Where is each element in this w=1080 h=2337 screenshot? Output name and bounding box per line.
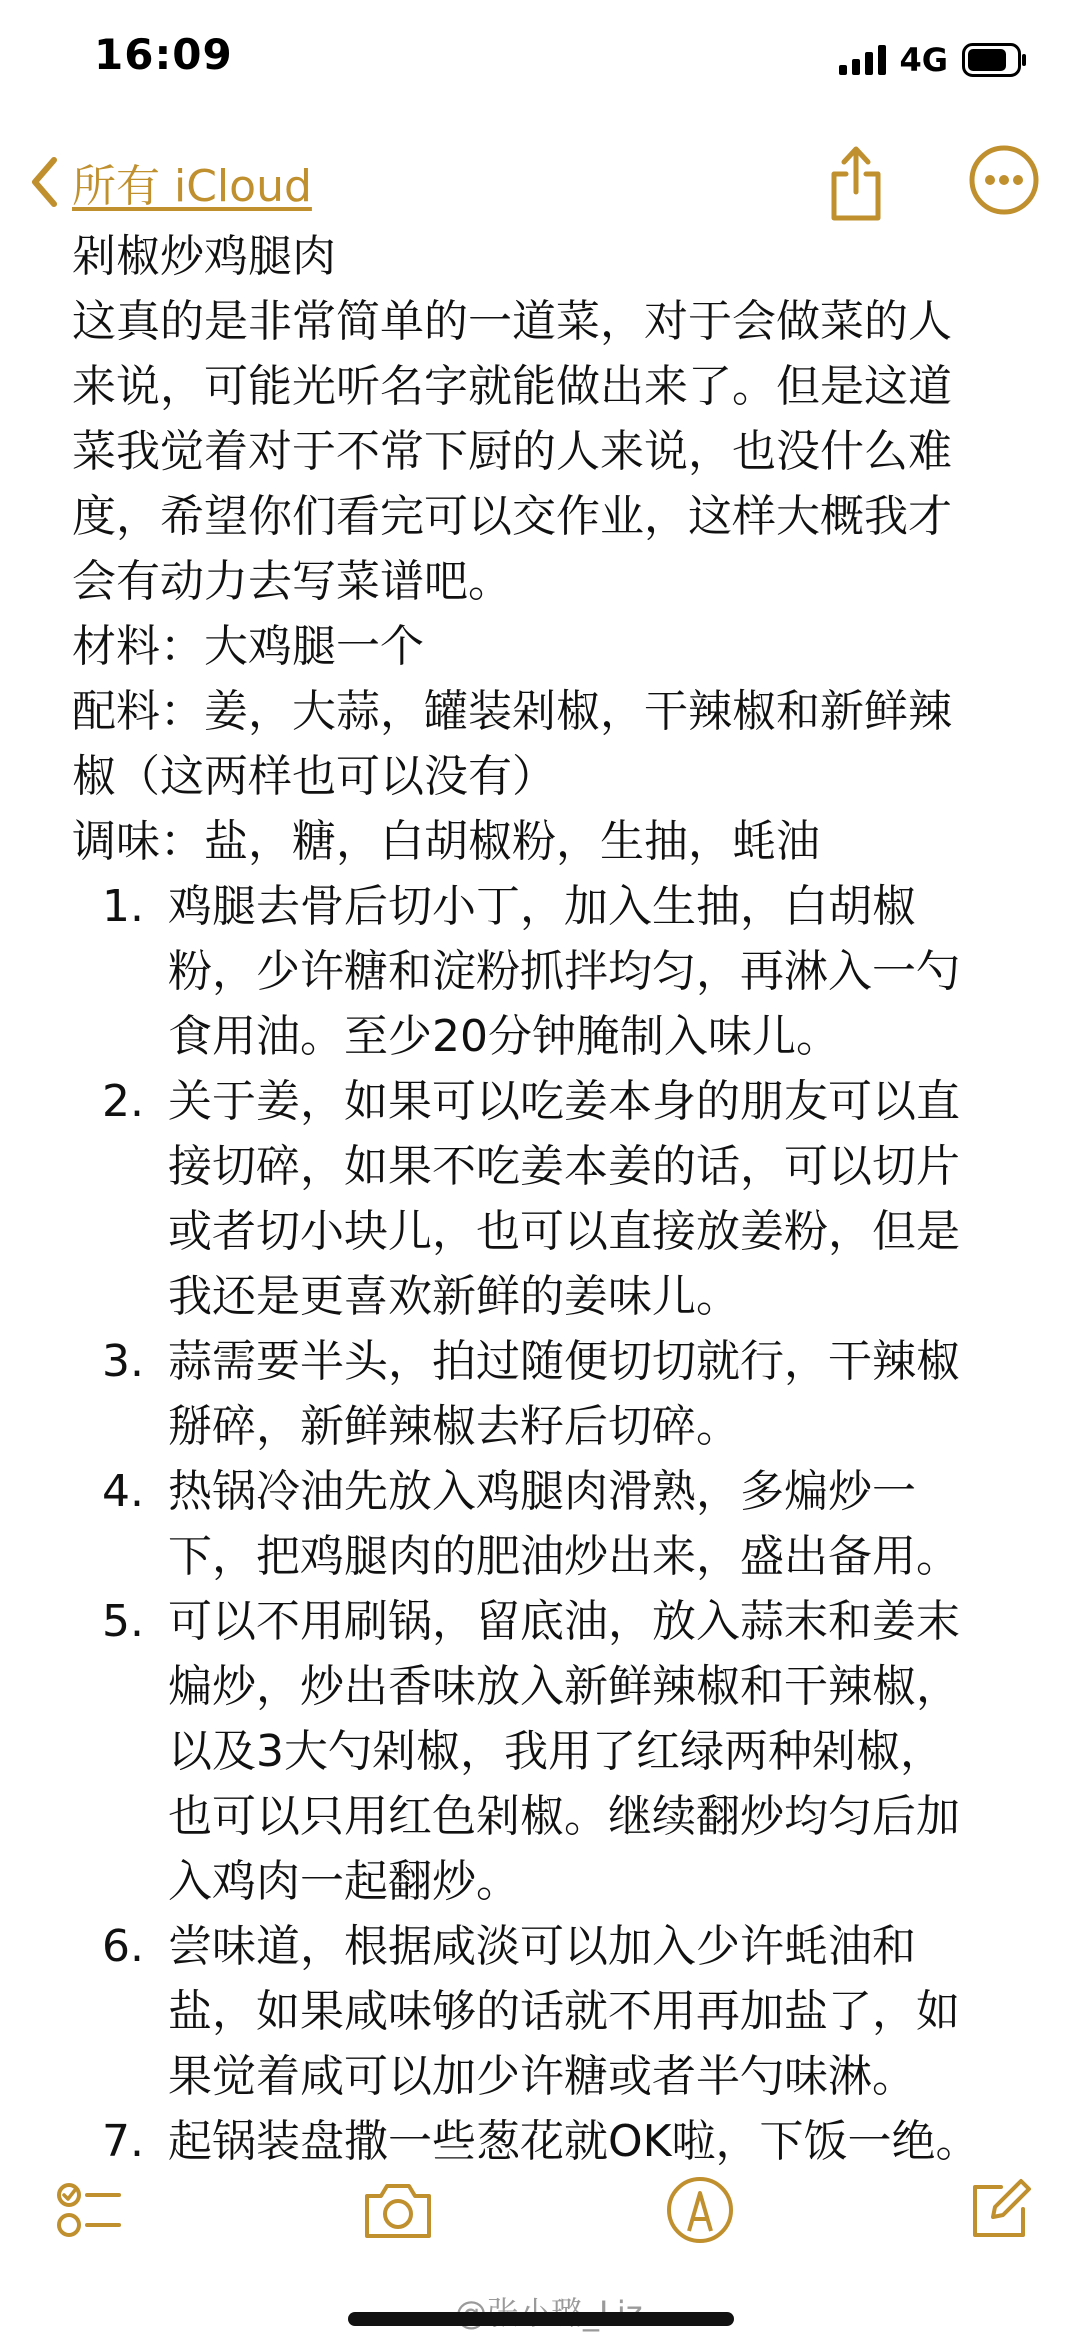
cellular-signal-icon <box>839 45 889 75</box>
step-text: 可以不用刷锅，留底油，放入蒜末和姜末 <box>168 1596 960 1647</box>
back-button[interactable] <box>30 142 312 222</box>
markup-button[interactable] <box>660 2170 740 2250</box>
battery-icon <box>962 43 1028 77</box>
step-number: 2. <box>102 1076 144 1127</box>
step-text: 尝味道，根据咸淡可以加入少许蚝油和 <box>168 1921 916 1972</box>
step-text: 也可以只用红色剁椒。继续翻炒均匀后加 <box>168 1791 960 1842</box>
step-text: 以及3大勺剁椒，我用了红绿两种剁椒， <box>168 1726 944 1777</box>
watermark <box>455 2288 643 2334</box>
status-time: 16:09 <box>94 30 233 79</box>
step-item <box>72 1459 1068 1589</box>
intro-line: 这真的是非常简单的一道菜，对于会做菜的人 <box>72 296 952 347</box>
step-item <box>72 874 1068 1069</box>
note-title: 剁椒炒鸡腿肉 <box>72 231 336 282</box>
step-text: 我还是更喜欢新鲜的姜味儿。 <box>168 1271 740 1322</box>
step-number: 5. <box>102 1596 144 1647</box>
compose-icon <box>965 2175 1035 2245</box>
step-number: 3. <box>102 1336 144 1387</box>
compose-button[interactable] <box>960 2170 1040 2250</box>
step-item <box>72 1329 1068 1459</box>
step-text: 下，把鸡腿肉的肥油炒出来，盛出备用。 <box>168 1531 960 1582</box>
chevron-left-icon <box>30 156 58 208</box>
more-icon <box>968 144 1040 216</box>
intro-line: 菜我觉着对于不常下厨的人来说，也没什么难 <box>72 426 952 477</box>
step-item <box>72 1589 1068 1914</box>
ingredients-line: 椒（这两样也可以没有） <box>72 751 556 802</box>
step-text: 关于姜，如果可以吃姜本身的朋友可以直 <box>168 1076 960 1127</box>
bottom-toolbar <box>0 2160 1080 2260</box>
status-indicators <box>839 40 1028 80</box>
intro-line: 会有动力去写菜谱吧。 <box>72 556 512 607</box>
network-type: 4G <box>899 41 948 79</box>
materials-line: 材料：大鸡腿一个 <box>72 621 424 672</box>
note-body[interactable] <box>72 224 1012 2174</box>
intro-line: 来说，可能光听名字就能做出来了。但是这道 <box>72 361 952 412</box>
more-button[interactable] <box>968 144 1040 216</box>
seasoning-line: 调味：盐，糖，白胡椒粉，生抽，蚝油 <box>72 816 820 867</box>
camera-button[interactable] <box>358 2170 438 2250</box>
step-text: 掰碎，新鲜辣椒去籽后切碎。 <box>168 1401 740 1452</box>
step-text: 接切碎，如果不吃姜本姜的话，可以切片 <box>168 1141 960 1192</box>
share-icon <box>826 140 886 224</box>
step-text: 食用油。至少20分钟腌制入味儿。 <box>168 1011 840 1062</box>
ingredients-line: 配料：姜，大蒜，罐装剁椒，干辣椒和新鲜辣 <box>72 686 952 737</box>
step-number: 6. <box>102 1921 144 1972</box>
step-text: 蒜需要半头，拍过随便切切就行，干辣椒 <box>168 1336 960 1387</box>
step-text: 果觉着咸可以加少许糖或者半勺味淋。 <box>168 2051 916 2102</box>
step-number: 4. <box>102 1466 144 1517</box>
step-text: 或者切小块儿，也可以直接放姜粉，但是 <box>168 1206 960 1257</box>
checklist-button[interactable] <box>50 2170 130 2250</box>
step-text: 粉，少许糖和淀粉抓拌均匀，再淋入一勺 <box>168 946 960 997</box>
checklist-icon <box>55 2175 125 2245</box>
step-text: 入鸡肉一起翻炒。 <box>168 1856 520 1907</box>
camera-icon <box>361 2178 435 2242</box>
step-text: 起锅装盘撒一些葱花就OK啦，下饭一绝。 <box>168 2116 980 2167</box>
steps-list <box>72 874 1012 2174</box>
step-text: 鸡腿去骨后切小丁，加入生抽，白胡椒 <box>168 881 916 932</box>
home-indicator[interactable] <box>348 2312 734 2326</box>
share-button[interactable] <box>826 140 886 224</box>
step-number: 7. <box>102 2116 144 2167</box>
step-item <box>72 1069 1068 1329</box>
step-text: 热锅冷油先放入鸡腿肉滑熟，多煸炒一 <box>168 1466 916 1517</box>
intro-line: 度，希望你们看完可以交作业，这样大概我才 <box>72 491 952 542</box>
step-text: 煸炒，炒出香味放入新鲜辣椒和干辣椒， <box>168 1661 960 1712</box>
step-number: 1. <box>102 881 144 932</box>
back-label: 所有 iCloud <box>72 161 312 212</box>
status-bar <box>0 0 1080 120</box>
markup-icon <box>665 2175 735 2245</box>
step-text: 盐，如果咸味够的话就不用再加盐了，如 <box>168 1986 960 2037</box>
step-item <box>72 1914 1068 2109</box>
